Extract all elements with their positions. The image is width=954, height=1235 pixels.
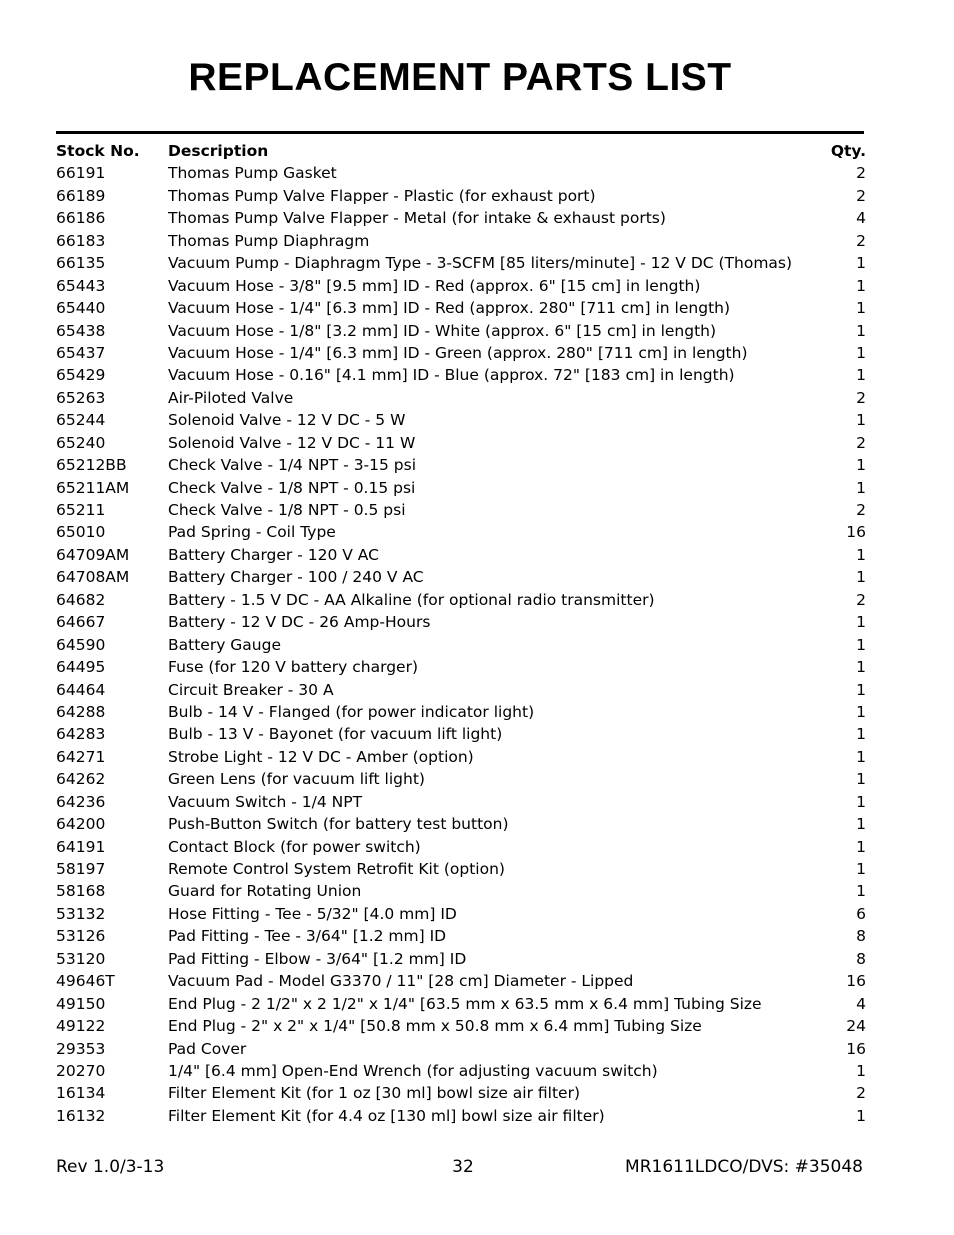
stock-no-cell: 66189: [56, 186, 106, 205]
stock-no-cell: 64271: [56, 747, 106, 766]
qty-cell: 1: [856, 276, 866, 295]
qty-cell: 1: [856, 254, 866, 273]
table-row: [56, 409, 866, 431]
stock-no-cell: 65440: [56, 299, 106, 318]
qty-cell: 1: [856, 725, 866, 744]
footer-page-number: 32: [452, 1157, 474, 1177]
stock-no-cell: 66183: [56, 231, 106, 250]
stock-no-cell: 64200: [56, 815, 106, 834]
stock-no-cell: 64709AM: [56, 545, 130, 564]
qty-cell: 1: [856, 321, 866, 340]
qty-cell: 2: [856, 164, 866, 183]
qty-cell: 1: [856, 613, 866, 632]
description-cell: Vacuum Pad - Model G3370 / 11" [28 cm] Diameter - Lipped: [168, 972, 634, 991]
parts-table: [56, 140, 866, 1127]
stock-no-cell: 66191: [56, 164, 106, 183]
stock-no-cell: 29353: [56, 1039, 106, 1058]
table-row: [56, 679, 866, 701]
qty-cell: 1: [856, 747, 866, 766]
stock-no-cell: 65263: [56, 388, 106, 407]
table-row: [56, 925, 866, 947]
qty-cell: 2: [856, 231, 866, 250]
stock-no-cell: 20270: [56, 1061, 106, 1080]
table-row: [56, 723, 866, 745]
stock-no-cell: 64283: [56, 725, 106, 744]
table-row: [56, 768, 866, 790]
stock-no-cell: 65244: [56, 411, 106, 430]
stock-no-cell: 53132: [56, 904, 106, 923]
description-cell: Vacuum Hose - 1/8" [3.2 mm] ID - White (approx. 6" [15 cm] in length): [168, 321, 717, 340]
table-row: [56, 611, 866, 633]
stock-no-cell: 49150: [56, 994, 106, 1013]
page-title: REPLACEMENT PARTS LIST: [188, 56, 732, 99]
description-cell: Solenoid Valve - 12 V DC - 5 W: [168, 411, 406, 430]
qty-cell: 1: [856, 770, 866, 789]
qty-cell: 16: [846, 1039, 866, 1058]
stock-no-cell: 65429: [56, 366, 106, 385]
stock-no-cell: 53120: [56, 949, 106, 968]
table-row: [56, 275, 866, 297]
stock-no-cell: 64288: [56, 702, 106, 721]
stock-no-cell: 64191: [56, 837, 106, 856]
table-row: [56, 387, 866, 409]
table-row: [56, 948, 866, 970]
description-cell: Thomas Pump Gasket: [168, 164, 337, 183]
table-row: [56, 858, 866, 880]
description-cell: Green Lens (for vacuum lift light): [168, 770, 425, 789]
table-row: [56, 454, 866, 476]
description-cell: Thomas Pump Valve Flapper - Plastic (for exhaust port): [168, 186, 596, 205]
stock-no-cell: 65438: [56, 321, 106, 340]
stock-no-cell: 64590: [56, 635, 106, 654]
table-row: [56, 1038, 866, 1060]
qty-cell: 1: [856, 299, 866, 318]
qty-cell: 1: [856, 702, 866, 721]
stock-no-cell: 64236: [56, 792, 106, 811]
qty-cell: 1: [856, 343, 866, 362]
table-row: [56, 432, 866, 454]
stock-no-cell: 64682: [56, 590, 106, 609]
stock-no-cell: 64667: [56, 613, 106, 632]
table-row: [56, 656, 866, 678]
description-cell: Solenoid Valve - 12 V DC - 11 W: [168, 433, 416, 452]
table-row: [56, 477, 866, 499]
qty-cell: 1: [856, 1061, 866, 1080]
description-cell: Air-Piloted Valve: [168, 388, 294, 407]
description-cell: Vacuum Hose - 0.16" [4.1 mm] ID - Blue (approx. 72" [183 cm] in length): [168, 366, 735, 385]
table-row: [56, 544, 866, 566]
table-row: [56, 230, 866, 252]
qty-cell: 8: [856, 949, 866, 968]
table-row: [56, 970, 866, 992]
stock-no-cell: 64464: [56, 680, 106, 699]
stock-no-cell: 58197: [56, 860, 106, 878]
description-cell: Circuit Breaker - 30 A: [168, 680, 334, 699]
description-cell: Filter Element Kit (for 4.4 oz [130 ml] bowl size air filter): [168, 1106, 605, 1125]
header-stock-no: Stock No.: [56, 142, 140, 160]
stock-no-cell: 64495: [56, 658, 106, 677]
qty-cell: 1: [856, 478, 866, 497]
qty-cell: 8: [856, 927, 866, 946]
stock-no-cell: 65240: [56, 433, 106, 452]
table-row: [56, 836, 866, 858]
stock-no-cell: 16134: [56, 1084, 106, 1103]
table-row: [56, 566, 866, 588]
description-cell: Check Valve - 1/8 NPT - 0.15 psi: [168, 478, 416, 497]
table-row: [56, 813, 866, 835]
table-row: [56, 162, 866, 184]
description-cell: Bulb - 13 V - Bayonet (for vacuum lift light): [168, 725, 503, 744]
qty-cell: 1: [856, 456, 866, 475]
qty-cell: 1: [856, 815, 866, 834]
qty-cell: 2: [856, 501, 866, 519]
description-cell: End Plug - 2" x 2" x 1/4" [50.8 mm x 50.8 mm x 6.4 mm] Tubing Size: [168, 1017, 702, 1036]
stock-no-cell: 49122: [56, 1017, 106, 1036]
qty-cell: 16: [846, 523, 866, 542]
table-row: [56, 903, 866, 925]
description-cell: Pad Cover: [168, 1039, 247, 1058]
header-description: Description: [168, 142, 269, 160]
header-qty: Qty.: [830, 142, 866, 160]
qty-cell: 2: [856, 1084, 866, 1103]
footer-doc-id: MR1611LDCO/DVS: #35048: [625, 1157, 863, 1177]
description-cell: Vacuum Switch - 1/4 NPT: [168, 792, 363, 811]
table-row: [56, 589, 866, 611]
qty-cell: 1: [856, 411, 866, 430]
table-row: [56, 297, 866, 319]
qty-cell: 4: [856, 209, 866, 228]
table-row: [56, 1105, 866, 1127]
table-row: [56, 342, 866, 364]
footer-revision: Rev 1.0/3-13: [56, 1157, 165, 1177]
qty-cell: 6: [856, 904, 866, 923]
table-row: [56, 993, 866, 1015]
header-rule: [56, 131, 864, 134]
description-cell: Strobe Light - 12 V DC - Amber (option): [168, 747, 474, 766]
qty-cell: 1: [856, 680, 866, 699]
stock-no-cell: 65211AM: [56, 478, 130, 497]
table-row: [56, 364, 866, 386]
qty-cell: 1: [856, 1106, 866, 1125]
table-row: [56, 1082, 866, 1104]
stock-no-cell: 49646T: [56, 972, 115, 991]
stock-no-cell: 53126: [56, 927, 106, 946]
description-cell: Pad Spring - Coil Type: [168, 523, 336, 542]
table-row: [56, 252, 866, 274]
description-cell: Remote Control System Retrofit Kit (option): [168, 860, 505, 878]
table-row: [56, 634, 866, 656]
table-row: [56, 746, 866, 768]
qty-cell: 2: [856, 433, 866, 452]
description-cell: Fuse (for 120 V battery charger): [168, 658, 418, 677]
table-row: [56, 1060, 866, 1082]
qty-cell: 2: [856, 186, 866, 205]
description-cell: Battery - 12 V DC - 26 Amp-Hours: [168, 613, 431, 632]
description-cell: Check Valve - 1/8 NPT - 0.5 psi: [168, 501, 406, 519]
qty-cell: 16: [846, 972, 866, 991]
stock-no-cell: 66186: [56, 209, 106, 228]
description-cell: Vacuum Hose - 1/4" [6.3 mm] ID - Red (approx. 280" [711 cm] in length): [168, 299, 731, 318]
table-row: [56, 499, 866, 521]
qty-cell: 1: [856, 882, 866, 901]
table-row: [56, 1015, 866, 1037]
table-row: [56, 185, 866, 207]
table-row: [56, 320, 866, 342]
description-cell: Hose Fitting - Tee - 5/32" [4.0 mm] ID: [168, 904, 457, 923]
description-cell: Battery - 1.5 V DC - AA Alkaline (for optional radio transmitter): [168, 590, 655, 609]
stock-no-cell: 65437: [56, 343, 106, 362]
qty-cell: 4: [856, 994, 866, 1013]
description-cell: Vacuum Pump - Diaphragm Type - 3-SCFM [85 liters/minute] - 12 V DC (Thomas): [168, 254, 793, 273]
qty-cell: 1: [856, 792, 866, 811]
qty-cell: 1: [856, 568, 866, 587]
description-cell: 1/4" [6.4 mm] Open-End Wrench (for adjusting vacuum switch): [168, 1061, 658, 1080]
qty-cell: 1: [856, 635, 866, 654]
table-row: [56, 207, 866, 229]
qty-cell: 1: [856, 658, 866, 677]
qty-cell: 1: [856, 860, 866, 878]
qty-cell: 1: [856, 545, 866, 564]
description-cell: Battery Gauge: [168, 635, 282, 654]
table-row: [56, 880, 866, 902]
table-row: [56, 701, 866, 723]
description-cell: Vacuum Hose - 1/4" [6.3 mm] ID - Green (approx. 280" [711 cm] in length): [168, 343, 748, 362]
stock-no-cell: 65212BB: [56, 456, 127, 475]
stock-no-cell: 58168: [56, 882, 106, 901]
description-cell: Battery Charger - 100 / 240 V AC: [168, 568, 424, 587]
description-cell: Guard for Rotating Union: [168, 882, 362, 901]
description-cell: Battery Charger - 120 V AC: [168, 545, 379, 564]
stock-no-cell: 65010: [56, 523, 106, 542]
table-row: [56, 521, 866, 543]
description-cell: Bulb - 14 V - Flanged (for power indicator light): [168, 702, 535, 721]
stock-no-cell: 16132: [56, 1106, 106, 1125]
description-cell: Filter Element Kit (for 1 oz [30 ml] bowl size air filter): [168, 1084, 581, 1103]
table-body: [56, 162, 866, 1127]
qty-cell: 1: [856, 366, 866, 385]
description-cell: Push-Button Switch (for battery test button): [168, 815, 509, 834]
stock-no-cell: 64262: [56, 770, 106, 789]
description-cell: End Plug - 2 1/2" x 2 1/2" x 1/4" [63.5 mm x 63.5 mm x 6.4 mm] Tubing Size: [168, 994, 762, 1013]
stock-no-cell: 65211: [56, 501, 106, 519]
qty-cell: 2: [856, 590, 866, 609]
table-row: [56, 791, 866, 813]
stock-no-cell: 64708AM: [56, 568, 130, 587]
description-cell: Check Valve - 1/4 NPT - 3-15 psi: [168, 456, 417, 475]
description-cell: Contact Block (for power switch): [168, 837, 421, 856]
table-header-row: [56, 140, 866, 162]
description-cell: Pad Fitting - Tee - 3/64" [1.2 mm] ID: [168, 927, 447, 946]
qty-cell: 1: [856, 837, 866, 856]
description-cell: Pad Fitting - Elbow - 3/64" [1.2 mm] ID: [168, 949, 467, 968]
qty-cell: 2: [856, 388, 866, 407]
description-cell: Vacuum Hose - 3/8" [9.5 mm] ID - Red (approx. 6" [15 cm] in length): [168, 276, 701, 295]
description-cell: Thomas Pump Diaphragm: [168, 231, 370, 250]
qty-cell: 24: [846, 1017, 866, 1036]
stock-no-cell: 66135: [56, 254, 106, 273]
stock-no-cell: 65443: [56, 276, 106, 295]
description-cell: Thomas Pump Valve Flapper - Metal (for intake & exhaust ports): [168, 209, 666, 228]
